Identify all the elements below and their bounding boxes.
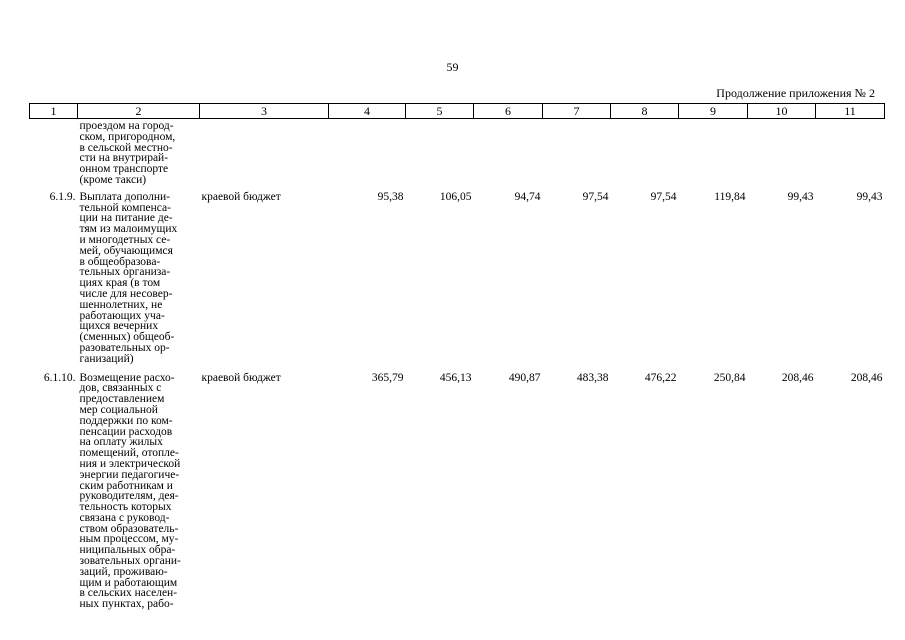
row-value: 95,38 xyxy=(377,190,404,203)
column-header: 4 xyxy=(329,104,406,119)
row-value: 99,43 xyxy=(787,190,814,203)
row-value: 119,84 xyxy=(714,190,746,203)
row-value: 97,54 xyxy=(650,190,677,203)
column-header: 6 xyxy=(474,104,543,119)
row-value: 106,05 xyxy=(439,190,472,203)
column-header: 9 xyxy=(679,104,748,119)
table-row xyxy=(30,186,885,365)
row-name: Выплата дополни- тельной компенса- ции на питание де- тям из малоимущих и многодетных се- мей, обучающимся в общеобразова- тельных организа- циях края (в том числе для несовер- шеннолетних, не работающих уча- щихся вечерних (сменных) общеоб- разовательных ор- ганизаций) xyxy=(79,190,178,365)
row-code: 6.1.9. xyxy=(49,190,76,203)
row-value: 208,46 xyxy=(781,371,814,384)
row-name: Возмещение расхо- дов, связанных с предоставлением мер социальной поддержки по ком- пенсации расходов на оплату жилых помещений, отопле- ния и электрической энергии педагогиче- ским работникам и руководителям, дея- тельность которых связана с руковод- ством образователь- ным процессом, му- ниципальных обра- зовательных органи- заций, проживаю- щим и работающим в сельских населен- ных пунктах, рабо- xyxy=(79,371,181,611)
page-number: 59 xyxy=(446,60,459,74)
column-header: 3 xyxy=(200,104,329,119)
row-value: 94,74 xyxy=(514,190,541,203)
column-header: 1 xyxy=(30,104,78,119)
column-header: 5 xyxy=(406,104,474,119)
column-header: 2 xyxy=(78,104,200,119)
continuation-label: Продолжение приложения № 2 xyxy=(716,86,875,100)
row-value: 365,79 xyxy=(371,371,404,384)
row-value: 208,46 xyxy=(850,371,883,384)
row-code xyxy=(30,119,78,186)
row-value: 250,84 xyxy=(713,371,746,384)
data-table xyxy=(29,103,885,610)
column-header: 8 xyxy=(611,104,679,119)
row-value: 483,38 xyxy=(576,371,609,384)
row-value: 99,43 xyxy=(856,190,883,203)
row-value: 456,13 xyxy=(439,371,472,384)
table-row-continued xyxy=(30,119,885,186)
row-source: краевой бюджет xyxy=(201,190,281,203)
row-value: 490,87 xyxy=(508,371,541,384)
row-name: проездом на город- ском, пригородном, в сельской местно- сти на внутрирай- онном транспорте (кроме такси) xyxy=(79,120,176,186)
row-value: 97,54 xyxy=(582,190,609,203)
row-source: краевой бюджет xyxy=(201,371,281,384)
column-header: 7 xyxy=(543,104,611,119)
table-row xyxy=(30,365,885,611)
column-header: 11 xyxy=(816,104,885,119)
table-header-row xyxy=(30,104,885,119)
row-value: 476,22 xyxy=(644,371,677,384)
row-code: 6.1.10. xyxy=(43,371,76,384)
column-header: 10 xyxy=(748,104,816,119)
